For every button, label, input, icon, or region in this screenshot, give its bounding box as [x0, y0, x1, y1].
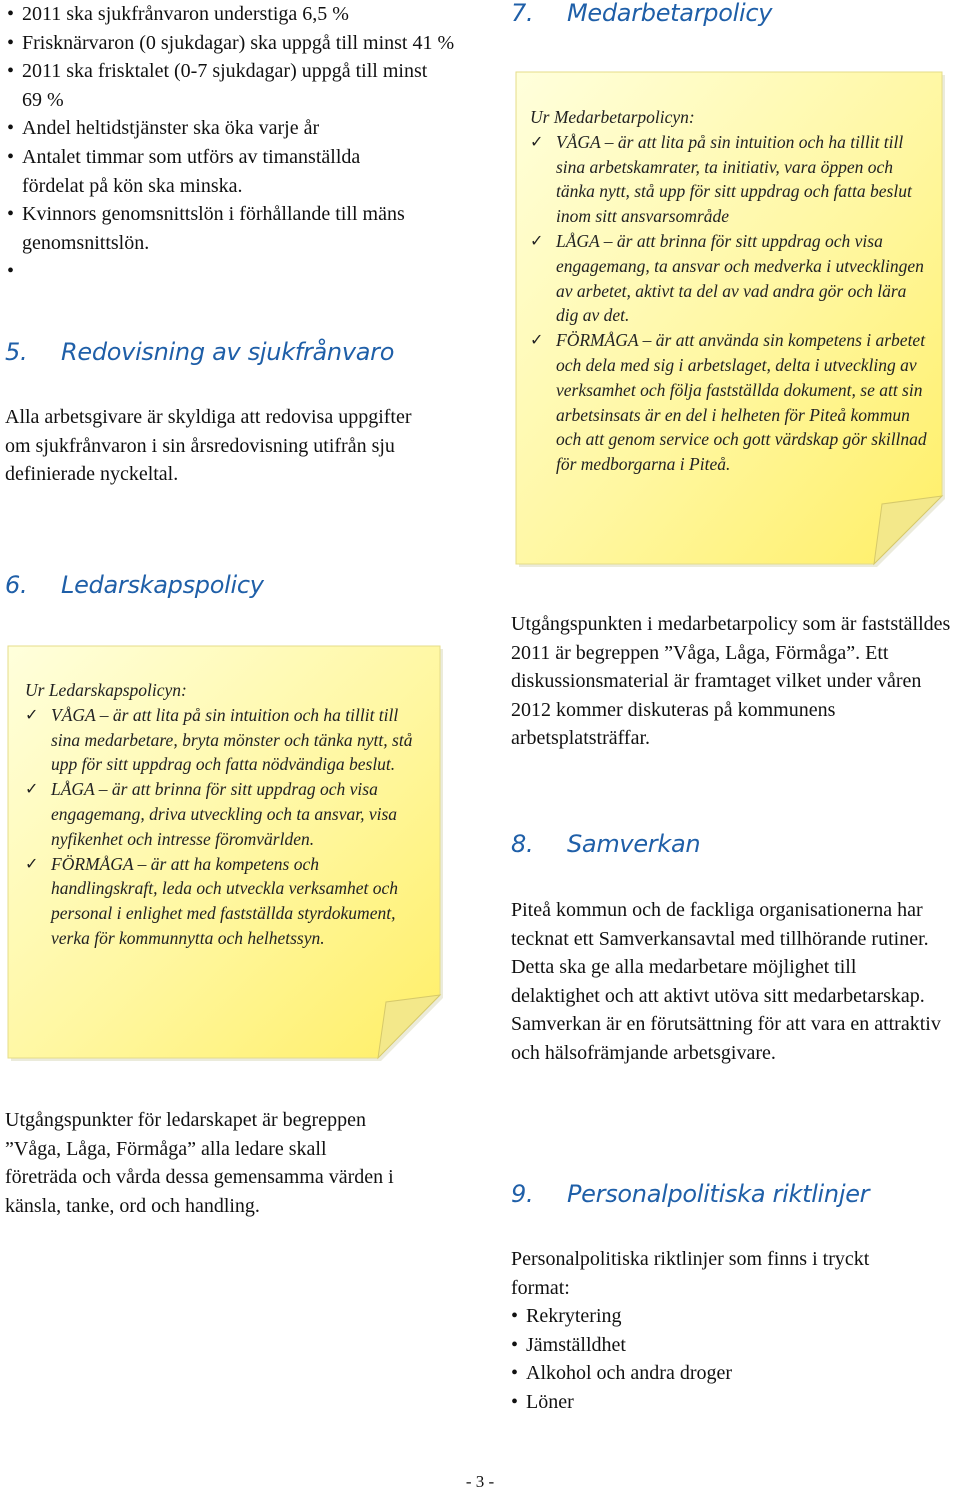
- list-item: • Frisknärvaron (0 sjukdagar) ska uppgå till minst 41 %: [5, 29, 462, 58]
- section-title: Ledarskapspolicy: [61, 571, 264, 599]
- employee-policy-note: [510, 66, 950, 570]
- section-number: 9.: [511, 1180, 534, 1208]
- section-8-text: Piteå kommun och de fackliga organisationerna har tecknat ett Samverkansavtal med tillhörande rutiner. Detta ska ge alla medarbetare möjlighet till delaktighet och att aktivt utöva sitt medarbetarskap. Samverkan är en förutsättning för att vara en attraktiv och hälsofrämjande arbetsgivare.: [511, 899, 941, 1064]
- list-item: • Kvinnors genomsnittslön i förhållande till mäns genomsnittslön.: [5, 200, 462, 257]
- section-6-heading: [5, 569, 264, 601]
- section-9-text: Personalpolitiska riktlinjer som finns i tryckt format:: [511, 1248, 870, 1299]
- list-item: • Rekrytering: [509, 1302, 931, 1331]
- note-checklist: [25, 703, 425, 951]
- left-column: [5, 0, 475, 286]
- list-item: ✓ VÅGA – är att lita på sin intuition och ha tillit till sina arbetskamrater, ta initiativ, vara öppen och tänka nytt, stå upp för sitt uppdrag och fatta beslut inom sitt ansvarsområde: [530, 130, 930, 229]
- list-item: [5, 257, 475, 286]
- guidelines-list: [509, 1302, 931, 1416]
- note-content: [530, 105, 930, 477]
- list-item: ✓ LÅGA – är att brinna för sitt uppdrag och visa engagemang, ta ansvar och medverka i utvecklingen av arbetet, aktivt ta del av vad andra gör och lära dig av det.: [530, 229, 930, 328]
- section-5-text: Alla arbetsgivare är skyldiga att redovisa uppgifter om sjukfrånvaron i sin årsredovisning utifrån sju definierade nyckeltal.: [5, 406, 412, 486]
- goals-list: [5, 0, 475, 286]
- list-item: • Alkohol och andra droger: [509, 1359, 931, 1388]
- section-number: 6.: [5, 571, 28, 599]
- note-content: [25, 678, 425, 951]
- list-item: • Andel heltidstjänster ska öka varje år: [5, 114, 475, 143]
- note-intro: Ur Ledarskapspolicyn:: [25, 680, 187, 700]
- page-number: - 3 -: [465, 1472, 495, 1491]
- note-checklist: [530, 130, 930, 477]
- list-item: • Löner: [509, 1388, 931, 1417]
- list-item: ✓ FÖRMÅGA – är att ha kompetens och handlingskraft, leda och utveckla verksamhet och personal i enlighet med fastställda styrdokument, verka för kommunnytta och helhetssyn.: [25, 852, 425, 951]
- section-9-heading: [511, 1178, 869, 1210]
- list-item: • 2011 ska sjukfrånvaron understiga 6,5 %: [5, 0, 475, 29]
- leadership-policy-note: [0, 640, 446, 1064]
- section-7-text: Utgångspunkten i medarbetarpolicy som är fastställdes 2011 är begreppen ”Våga, Låga, Förmåga”. Ett diskussionsmaterial är framtaget vilket under våren 2012 kommer diskuteras på kommunens arbetsplatsträffar.: [511, 613, 951, 750]
- section-number: 7.: [511, 0, 534, 27]
- section-8-heading: [511, 828, 700, 860]
- section-5-heading: [5, 336, 394, 368]
- note-intro: Ur Medarbetarpolicyn:: [530, 107, 695, 127]
- list-item: • 2011 ska frisktalet (0-7 sjukdagar) uppgå till minst 69 %: [5, 57, 452, 114]
- list-item: ✓ LÅGA – är att brinna för sitt uppdrag och visa engagemang, driva utveckling och ta ansvar, visa nyfikenhet och intresse föromvärlden.: [25, 777, 425, 851]
- section-number: 8.: [511, 830, 534, 858]
- section-6-text: Utgångspunkter för ledarskapet är begreppen ”Våga, Låga, Förmåga” alla ledare skall företräda och vårda dessa gemensamma värden i känsla, tanke, ord och handling.: [5, 1109, 394, 1217]
- list-item: ✓ VÅGA – är att lita på sin intuition och ha tillit till sina medarbetare, bryta mönster och tänka nytt, stå upp för sitt uppdrag och fatta nödvändiga beslut.: [25, 703, 425, 777]
- section-title: Personalpolitiska riktlinjer: [567, 1180, 870, 1208]
- section-title: Medarbetarpolicy: [567, 0, 773, 27]
- section-number: 5.: [5, 338, 28, 366]
- list-item: ✓ FÖRMÅGA – är att använda sin kompetens i arbetet och dela med sig i arbetslaget, delta i utveckling av verksamhet och följa fastställda dokument, se att sin arbetsinsats är en del i helheten för Piteå kommun och att genom service och gott värdskap gör skillnad för medborgarna i Piteå.: [530, 328, 930, 477]
- section-title: Samverkan: [567, 830, 701, 858]
- section-7-heading: [511, 0, 772, 29]
- section-9-body: [511, 1245, 931, 1417]
- section-title: Redovisning av sjukfrånvaro: [61, 338, 395, 366]
- list-item: • Antalet timmar som utförs av timanställda fördelat på kön ska minska.: [5, 143, 422, 200]
- list-item: • Jämställdhet: [509, 1331, 931, 1360]
